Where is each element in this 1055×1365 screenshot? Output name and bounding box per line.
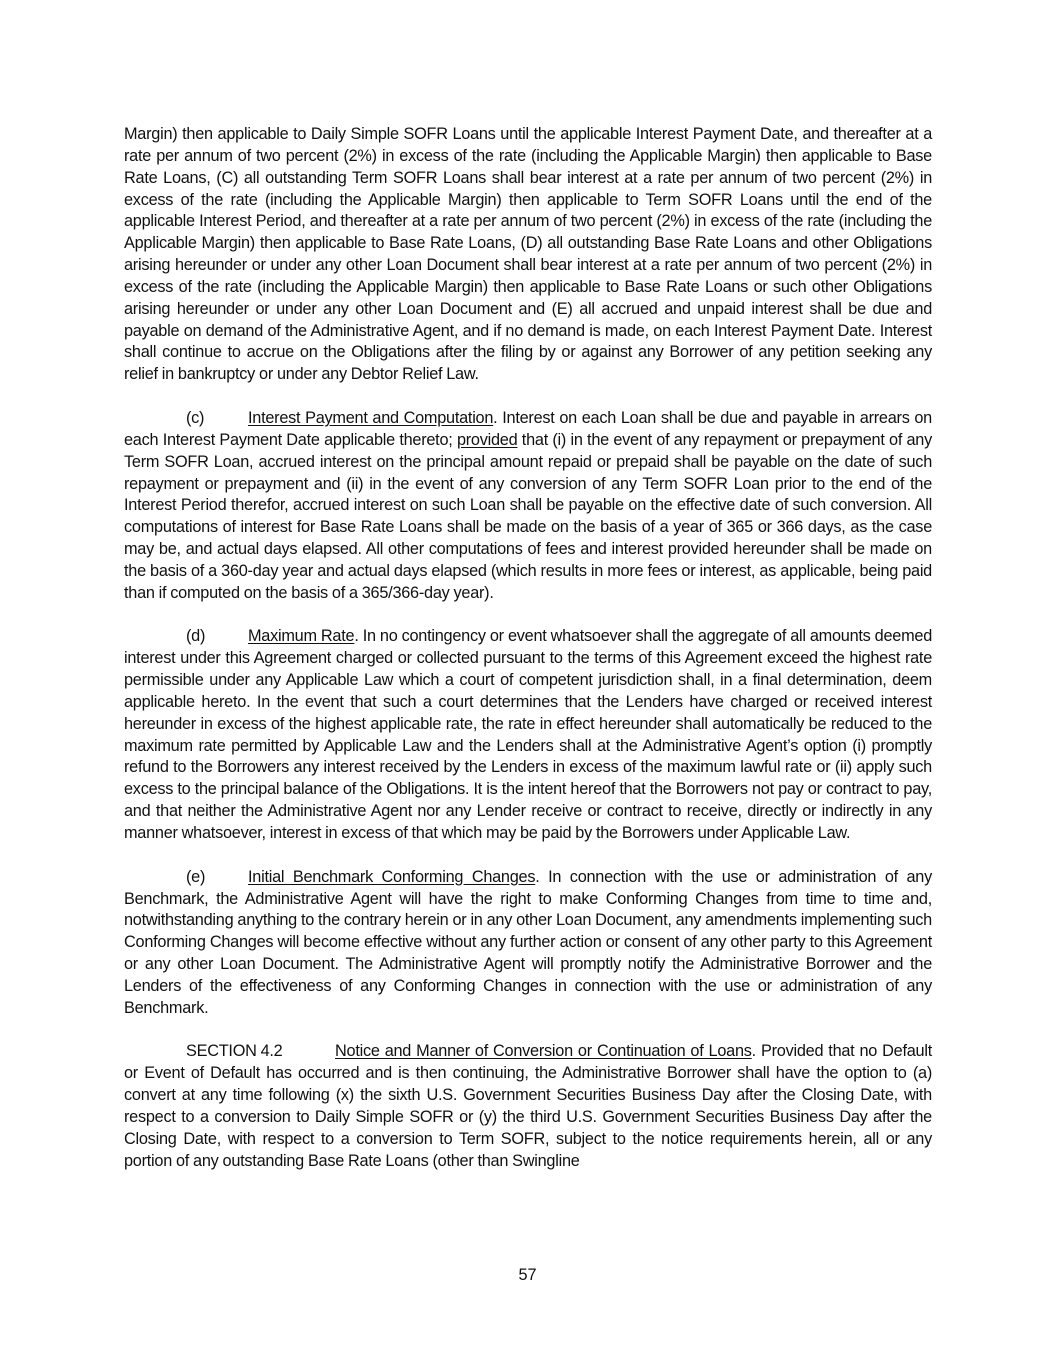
clause-label: (e) — [186, 867, 206, 886]
clause-label: (c) — [186, 408, 205, 427]
clause-heading: Interest Payment and Computation — [248, 408, 494, 427]
paragraph-text: . Provided that no Default or Event of Default has occurred and is then continuing, the Administrative Borrower shall have the option to (a) convert at any time following (x) the sixth U.S. Government Securities Business Day after the Closing Date, with respect to a conversion to Daily Simple SOFR or (y) the third U.S. Government Securities Business Day after the Closing Date, with respect to a conversion to Term SOFR, subject to the notice requirements herein, all or any portion of any outstanding Base Rate Loans (other than Swingline — [124, 1042, 932, 1170]
paragraph-text: Margin) then applicable to Daily Simple SOFR Loans until the applicable Interest Payment Date, and thereafter at a rate per annum of two percent (2%) in excess of the rate (including the Applicable Margin) then applicable to Base Rate Loans, (C) all outstanding Term SOFR Loans shall bear interest at a rate per annum of two percent (2%) in excess of the rate (including the Applicable Margin) then applicable to Term SOFR Loans until the end of the applicable Interest Period, and thereafter at a rate per annum of two percent (2%) in excess of the rate (including the Applicable Margin) then applicable to Base Rate Loans, (D) all outstanding Base Rate Loans and other Obligations arising hereunder or under any other Loan Document shall bear interest at a rate per annum of two percent (2%) in excess of the rate (including the Applicable Margin) then applicable to Base Rate Loans or such other Obligations arising hereunder or under any other Loan Document and (E) all accrued and unpaid interest shall be due and payable on demand of the Administrative Agent, and if no demand is made, on each Interest Payment Date. Interest shall continue to accrue on the Obligations after the filing by or against any Borrower of any petition seeking any relief in bankruptcy or under any Debtor Relief Law. — [124, 125, 932, 384]
clause-heading: Maximum Rate — [248, 627, 355, 646]
paragraph-continuation — [124, 124, 932, 386]
page-number: 57 — [518, 1266, 537, 1284]
document-page-body — [124, 124, 932, 1194]
provided-term: provided — [456, 430, 518, 449]
paragraph-text: . In connection with the use or administration of any Benchmark, the Administrative Agent will have the right to make Conforming Changes from time to time and, notwithstanding anything to the contrary herein or in any other Loan Document, any amendments implementing such Conforming Changes will become effective without any further action or consent of any other party to this Agreement or any other Loan Document. The Administrative Agent will promptly notify the Administrative Borrower and the Lenders of the effectiveness of any Conforming Changes in connection with the use or administration of any Benchmark. — [124, 867, 933, 1017]
paragraph-benchmark-changes — [124, 867, 932, 1020]
paragraph-text: . In no contingency or event whatsoever shall the aggregate of all amounts deemed interest under this Agreement charged or collected pursuant to the terms of this Agreement exceed the highest rate permissible under any Applicable Law which a court of competent jurisdiction shall, in a final determination, deem applicable hereto. In the event that such a court determines that the Lenders have charged or received interest hereunder in excess of the highest applicable rate, the rate in effect hereunder shall automatically be reduced to the maximum rate permitted by Applicable Law and the Lenders shall at the Administrative Agent’s option (i) promptly refund to the Borrowers any interest received by the Lenders in excess of the maximum lawful rate or (ii) apply such excess to the principal balance of the Obligations. It is the intent hereof that the Borrowers not pay or contract to pay, and that neither the Administrative Agent nor any Lender receive or contract to receive, directly or indirectly in any manner whatsoever, interest in excess of that which may be paid by the Borrowers under Applicable Law. — [124, 627, 933, 842]
paragraph-interest-payment — [124, 408, 932, 605]
paragraph-text: . Interest on each Loan shall be due and payable in arrears on each Interest Payment Date applicable thereto; — [124, 408, 932, 449]
paragraph-text: that (i) in the event of any repayment or prepayment of any Term SOFR Loan, accrued interest on the principal amount repaid or prepaid shall be payable on the date of such repayment or prepayment and (ii) in the event of any conversion of any Term SOFR Loan prior to the end of the Interest Period therefor, accrued interest on such Loan shall be payable on the effective date of such conversion. All computations of interest for Base Rate Loans shall be made on the basis of a year of 365 or 366 days, as the case may be, and actual days elapsed. All other computations of fees and interest provided hereunder shall be made on the basis of a 360-day year and actual days elapsed (which results in more fees or interest, as applicable, being paid than if computed on the basis of a 365/366-day year). — [124, 430, 932, 602]
clause-label: (d) — [186, 627, 206, 646]
paragraph-section-4-2 — [124, 1041, 932, 1172]
clause-heading: Initial Benchmark Conforming Changes — [248, 867, 536, 886]
section-label: SECTION 4.2 — [186, 1042, 283, 1061]
section-heading: Notice and Manner of Conversion or Continuation of Loans — [335, 1042, 752, 1061]
paragraph-maximum-rate — [124, 626, 932, 844]
